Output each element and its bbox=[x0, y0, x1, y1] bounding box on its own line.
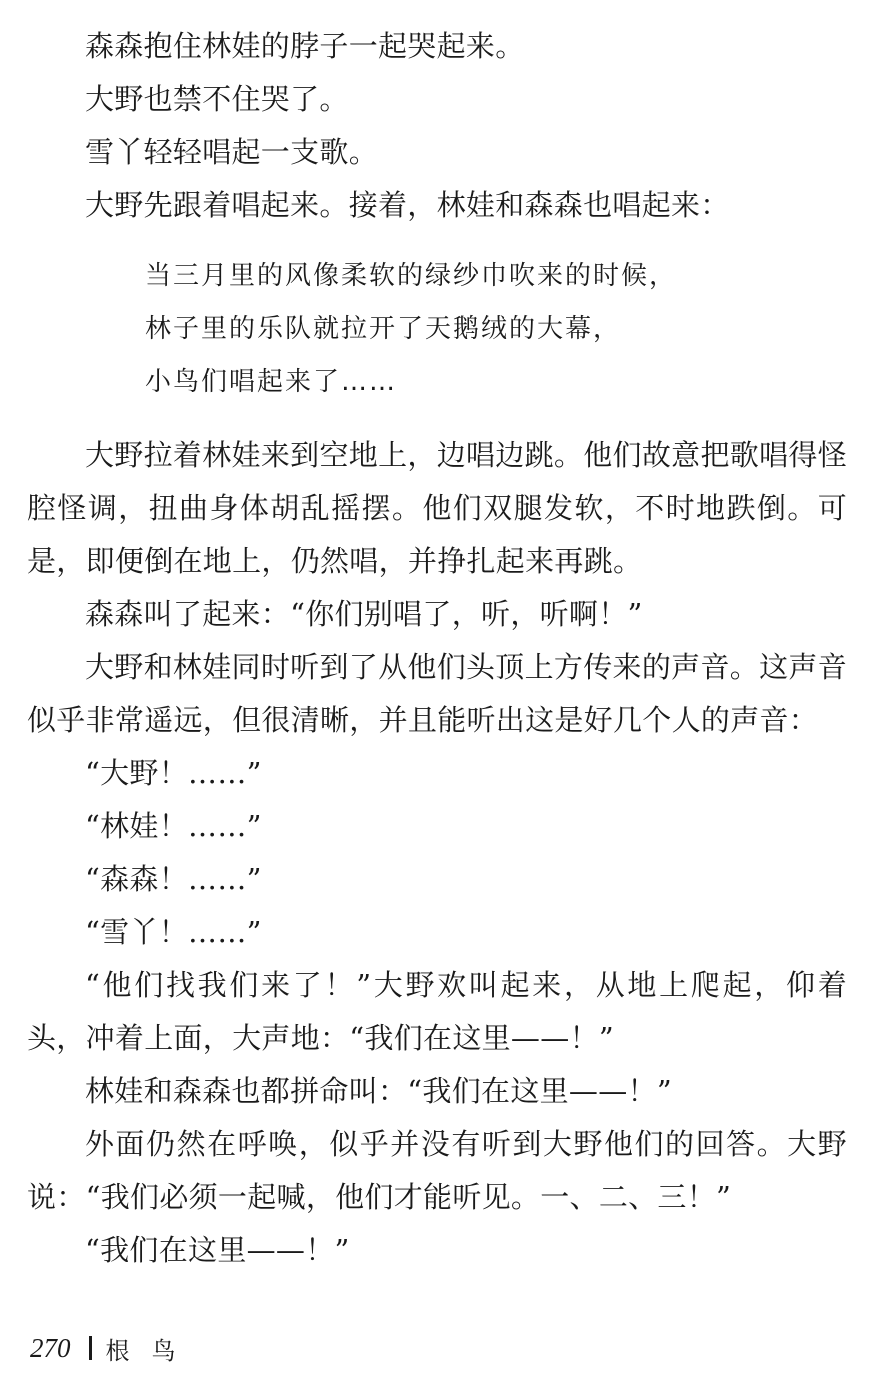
paragraph: 林娃和森森也都拼命叫：“我们在这里——！” bbox=[85, 1074, 672, 1108]
paragraph: 大野也禁不住哭了。 bbox=[85, 82, 349, 116]
narrative-section bbox=[27, 429, 847, 1277]
paragraph: “他们找我们来了！”大野欢叫起来，从地上爬起，仰着头，冲着上面，大声地：“我们在这里——！” bbox=[27, 968, 847, 1055]
paragraph: 森森抱住林娃的脖子一起哭起来。 bbox=[85, 29, 525, 63]
song-line: 当三月里的风像柔软的绿纱巾吹来的时候， bbox=[145, 261, 678, 291]
paragraph: 森森叫了起来：“你们别唱了，听，听啊！” bbox=[85, 597, 643, 631]
paragraph: “大野！……” bbox=[85, 756, 262, 790]
page-footer bbox=[30, 1328, 198, 1368]
paragraph: “雪丫！……” bbox=[85, 915, 262, 949]
paragraph: 大野先跟着唱起来。接着，林娃和森森也唱起来： bbox=[85, 188, 730, 222]
paragraph: 外面仍然在呼唤，似乎并没有听到大野他们的回答。大野说：“我们必须一起喊，他们才能听见。一、二、三！” bbox=[27, 1127, 847, 1214]
page-number: 270 bbox=[30, 1332, 71, 1363]
page-body bbox=[27, 20, 847, 1277]
paragraph: 雪丫轻轻唱起一支歌。 bbox=[85, 135, 379, 169]
paragraph: “我们在这里——！” bbox=[85, 1233, 350, 1267]
paragraph: 大野和林娃同时听到了从他们头顶上方传来的声音。这声音似乎非常遥远，但很清晰，并且能听出这是好几个人的声音： bbox=[27, 650, 847, 737]
paragraph: “森森！……” bbox=[85, 862, 262, 896]
song-line: 小鸟们唱起来了…… bbox=[145, 367, 398, 397]
paragraph: “林娃！……” bbox=[85, 809, 262, 843]
song-lyrics bbox=[27, 250, 847, 409]
book-title: 根鸟 bbox=[105, 1336, 198, 1365]
footer-divider bbox=[89, 1336, 92, 1360]
song-line: 林子里的乐队就拉开了天鹅绒的大幕， bbox=[145, 314, 622, 344]
paragraph: 大野拉着林娃来到空地上，边唱边跳。他们故意把歌唱得怪腔怪调，扭曲身体胡乱摇摆。他们双腿发软，不时地跌倒。可是，即便倒在地上，仍然唱，并挣扎起来再跳。 bbox=[27, 438, 847, 578]
